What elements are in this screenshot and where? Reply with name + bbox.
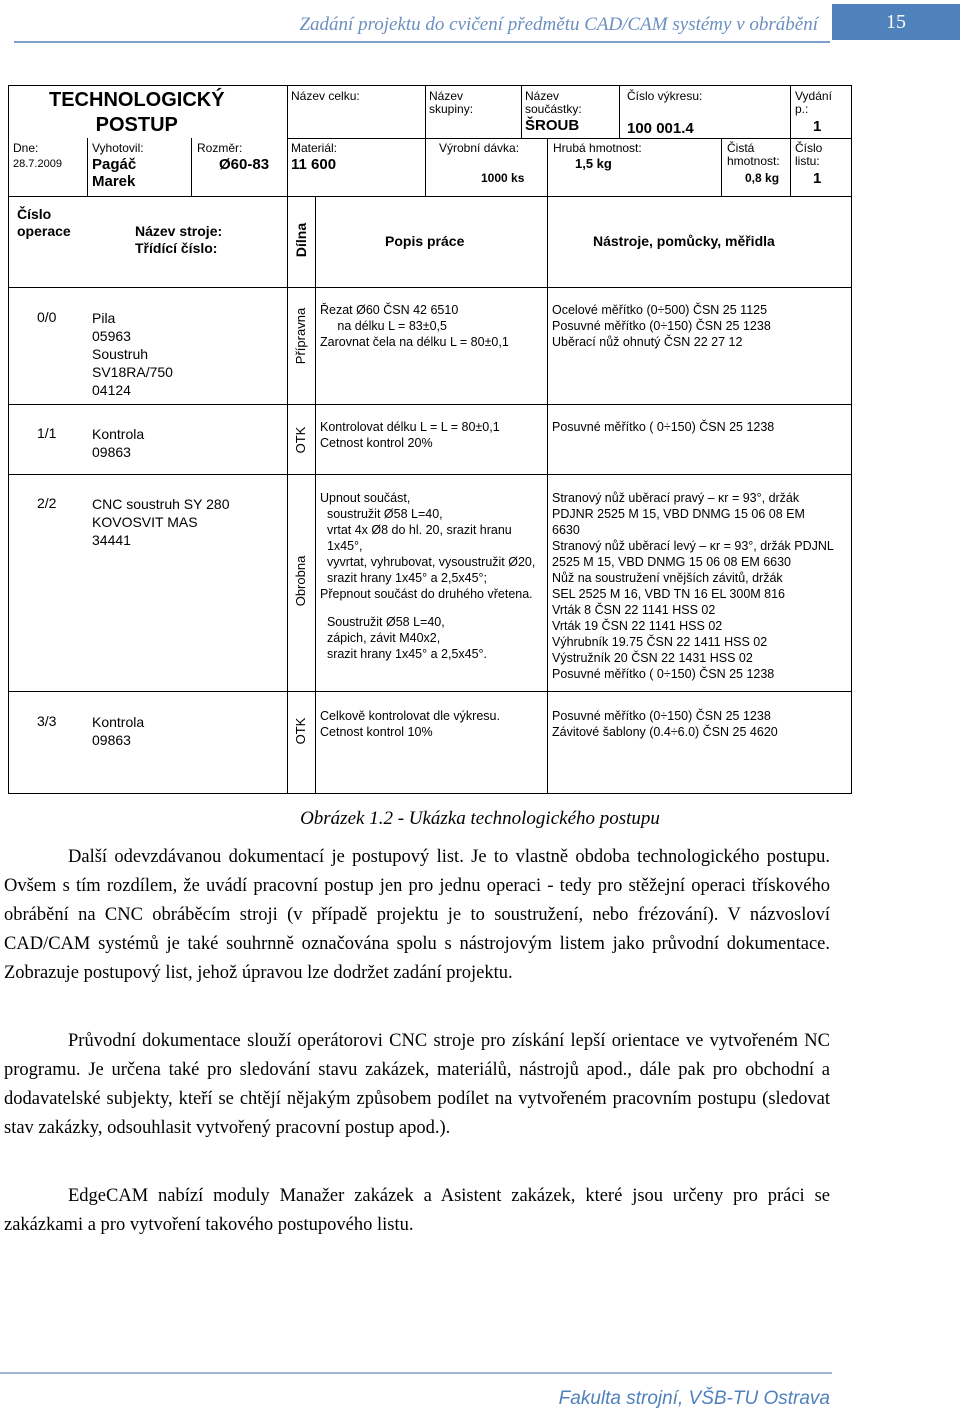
machine-line: KOVOSVIT MAS <box>92 514 198 530</box>
vyhotovil-name1: Pagáč <box>92 156 137 173</box>
operation-work-description <box>320 419 500 451</box>
machine-line: Kontrola <box>92 714 145 730</box>
rule <box>521 86 522 138</box>
field-dne: Dne: <box>13 141 39 155</box>
operation-workshop: Přípravna <box>293 307 308 365</box>
field-vydani: Vydání p.: <box>795 89 832 116</box>
work-line: zápich, závit M40x2, <box>320 631 441 645</box>
operation-tools <box>552 419 774 435</box>
tool-line: Uběrací nůž ohnutý ČSN 22 27 12 <box>552 335 743 349</box>
tool-line: Výhrubník 19.75 ČSN 22 1411 HSS 02 <box>552 635 768 649</box>
rule <box>9 691 851 692</box>
field-cislo-vykresu-value: 100 001.4 <box>627 120 694 137</box>
vyhotovil-name2: Marek <box>92 173 136 190</box>
operation-number: 3/3 <box>37 713 57 729</box>
operation-workshop: OTK <box>293 717 308 745</box>
tool-line: SEL 2525 M 16, VBD TN 16 EL 300M 816 <box>552 587 786 601</box>
work-line: srazit hrany 1x45° a 2,5x45°; <box>320 571 488 585</box>
work-line: Upnout součást, <box>320 491 411 505</box>
paragraph-text: Průvodní dokumentace slouží operátorovi CNC stroje pro získání lepší orientace ve vytvořeném NC programu. Je určena také pro sledování stavu zakázek, materiálů, nástrojů apod., dále pak pro obchodní a dodavatelské subjekty, kteří se chtějí nějakým způsobem podílet na vytvořeném pracovním postupu (sledovat stav zakázky, odsouhlasit vytvořený pracovní postup apod.). <box>4 1031 830 1138</box>
col-header-dilna: Dílna <box>293 222 309 258</box>
field-vyrobni-davka-value: 1000 ks <box>481 171 525 185</box>
tool-line: PDJNR 2525 M 15, VBD DNMG 15 06 08 EM <box>552 507 805 521</box>
technological-procedure-figure <box>8 85 852 794</box>
tool-line: Posuvné měřítko (0÷150) ČSN 25 1238 <box>552 709 771 723</box>
machine-line: CNC soustruh SY 280 <box>92 496 230 512</box>
col-header-nastroje: Nástroje, pomůcky, měřidla <box>593 233 775 249</box>
footer-text: Fakulta strojní, VŠB-TU Ostrava <box>558 1388 830 1409</box>
operation-work-description <box>320 708 500 740</box>
operation-number: 2/2 <box>37 495 57 511</box>
rule <box>425 86 426 196</box>
tool-line: 6630 <box>552 523 580 537</box>
operation-tools <box>552 302 771 350</box>
paragraph-3 <box>4 1182 830 1240</box>
tool-line: Vrták 19 ČSN 22 1141 HSS 02 <box>552 619 723 633</box>
card-title <box>49 88 225 138</box>
machine-line: 34441 <box>92 532 131 548</box>
tool-line: Ocelové měřítko (0÷500) ČSN 25 1125 <box>552 303 768 317</box>
rule <box>9 474 851 475</box>
work-line <box>320 602 535 614</box>
field-rozmer: Rozměr: <box>197 141 243 155</box>
field-cislo-listu-value: 1 <box>813 170 822 187</box>
rule <box>790 86 791 196</box>
operation-work-description <box>320 490 535 662</box>
paragraph-text: EdgeCAM nabízí moduly Manažer zakázek a Asistent zakázek, které jsou určeny pro práci se zakázkami a pro vytvoření takového postupového listu. <box>4 1186 830 1235</box>
rule <box>191 138 192 196</box>
field-material-value: 11 600 <box>291 156 337 173</box>
rule <box>9 196 851 197</box>
field-hruba-hmotnost: Hrubá hmotnost: <box>553 141 642 155</box>
operation-workshop: OTK <box>293 426 308 454</box>
operation-number: 1/1 <box>37 425 57 441</box>
operation-workshop: Obrobna <box>293 555 308 607</box>
work-line: na délku L = 83±0,5 <box>320 319 447 333</box>
work-line: 1x45°, <box>320 539 363 553</box>
col-header-cislo-operace <box>17 206 71 240</box>
field-cista-hmotnost: Čistá hmotnost: <box>727 141 780 168</box>
operation-tools <box>552 708 778 740</box>
operation-work-description <box>320 302 509 350</box>
rule <box>287 138 851 139</box>
machine-line: Pila <box>92 310 116 326</box>
tool-line: Vrták 8 ČSN 22 1141 HSS 02 <box>552 603 716 617</box>
machine-line: 09863 <box>92 444 131 460</box>
col-header-nazev-stroje <box>135 223 222 257</box>
tool-line: Posuvné měřítko ( 0÷150) ČSN 25 1238 <box>552 667 775 681</box>
field-material: Materiál: <box>291 141 338 155</box>
operation-machine <box>92 495 229 549</box>
rule <box>721 138 722 196</box>
footer-rule <box>0 1372 832 1374</box>
rule <box>9 287 851 288</box>
figure-caption: Obrázek 1.2 - Ukázka technologického postupu <box>300 808 660 829</box>
rule <box>287 86 288 793</box>
work-line: Zarovnat čela na délku L = 80±0,1 <box>320 335 509 349</box>
tool-line: Stranový nůž uběrací levý – κr = 93°, držák PDJNL <box>552 539 834 553</box>
field-nazev-celku: Název celku: <box>291 89 360 103</box>
col-header-cislo: Číslo <box>17 206 52 222</box>
tool-line: Závitové šablony (0.4÷6.0) ČSN 25 4620 <box>552 725 778 739</box>
work-line: srazit hrany 1x45° a 2,5x45°. <box>320 647 488 661</box>
paragraph-2 <box>4 1027 830 1143</box>
col-header-nazev-stroje-line1: Název stroje: <box>135 223 223 239</box>
operation-machine <box>92 309 173 399</box>
work-line: soustružit Ø58 L=40, <box>320 507 443 521</box>
field-cista-hmotnost-value: 0,8 kg <box>745 171 780 185</box>
machine-line: Soustruh <box>92 346 149 362</box>
operation-machine <box>92 713 144 749</box>
work-line: Cetnost kontrol 10% <box>320 725 433 739</box>
card-title-line1: TECHNOLOGICKÝ <box>49 89 225 111</box>
field-vydani-value: 1 <box>813 118 822 135</box>
field-hruba-hmotnost-value: 1,5 kg <box>575 156 612 171</box>
work-line: Soustružit Ø58 L=40, <box>320 615 445 629</box>
field-vyhotovil: Vyhotovil: <box>92 141 144 155</box>
work-line: Řezat Ø60 ČSN 42 6510 <box>320 303 459 317</box>
page-number: 15 <box>832 4 960 40</box>
machine-line: 09863 <box>92 732 131 748</box>
work-line: vyvrtat, vyhrubovat, vysoustružit Ø20, <box>320 555 536 569</box>
tool-line: Nůž na soustružení vnějších závitů, držák <box>552 571 783 585</box>
work-line: Přepnout součást do druhého vřetena. <box>320 587 533 601</box>
tool-line: Stranový nůž uběrací pravý – κr = 93°, držák <box>552 491 800 505</box>
tool-line: Posuvné měřítko ( 0÷150) ČSN 25 1238 <box>552 420 775 434</box>
operation-machine <box>92 425 144 461</box>
header-rule <box>14 41 830 43</box>
paragraph-1 <box>4 843 830 988</box>
field-soucastka-value: ŠROUB <box>525 117 580 134</box>
rule <box>87 138 88 196</box>
tool-line: Posuvné měřítko (0÷150) ČSN 25 1238 <box>552 319 771 333</box>
work-line: Cetnost kontrol 20% <box>320 436 433 450</box>
operation-number: 0/0 <box>37 309 57 325</box>
rule <box>547 196 548 793</box>
rule <box>619 86 620 138</box>
field-vyhotovil-value <box>92 156 136 190</box>
field-vyrobni-davka: Výrobní dávka: <box>439 141 520 155</box>
operation-tools <box>552 490 834 682</box>
field-dne-value: 28.7.2009 <box>13 158 62 170</box>
field-rozmer-value: Ø60-83 <box>219 156 270 173</box>
field-nazev-skupiny: Název skupiny: <box>429 89 474 116</box>
field-cislo-vykresu: Číslo výkresu: <box>627 89 703 103</box>
card-title-line2: POSTUP <box>95 114 178 136</box>
work-line: Celkově kontrolovat dle výkresu. <box>320 709 500 723</box>
work-line: vrtat 4x Ø8 do hl. 20, srazit hranu <box>320 523 512 537</box>
work-line: Kontrolovat délku L = L = 80±0,1 <box>320 420 500 434</box>
rule <box>547 138 548 196</box>
field-cislo-listu: Číslo listu: <box>795 141 823 168</box>
paragraph-text: Další odevzdávanou dokumentací je postupový list. Je to vlastně obdoba technologického postupu. Ovšem s tím rozdílem, že uvádí pracovní postup jen pro jednu operaci - tedy pro stěžejní operaci třískového obrábění na CNC obráběcím stroji (v případě projektu je to soustružení, nebo frézování). V názvosloví CAD/CAM systémů je také souhrnně označována spolu s nástrojovým listem jako průvodní dokumentace. Zobrazuje postupový list, jehož úpravou lze dodržet zadání projektu. <box>4 847 830 983</box>
rule <box>315 196 316 793</box>
running-header-title: Zadání projektu do cvičení předmětu CAD/CAM systémy v obrábění <box>299 14 818 35</box>
tool-line: 2525 M 15, VBD DNMG 15 06 08 EM 6630 <box>552 555 792 569</box>
machine-line: Kontrola <box>92 426 145 442</box>
machine-line: SV18RA/750 <box>92 364 173 380</box>
machine-line: 04124 <box>92 382 131 398</box>
rule <box>9 404 851 405</box>
col-header-nazev-stroje-line2: Třídící číslo: <box>135 240 218 256</box>
tool-line: Výstružník 20 ČSN 22 1431 HSS 02 <box>552 651 753 665</box>
field-nazev-soucastky: Název součástky: <box>525 89 582 116</box>
col-header-popis-prace: Popis práce <box>385 233 465 249</box>
machine-line: 05963 <box>92 328 131 344</box>
col-header-operace: operace <box>17 223 71 239</box>
